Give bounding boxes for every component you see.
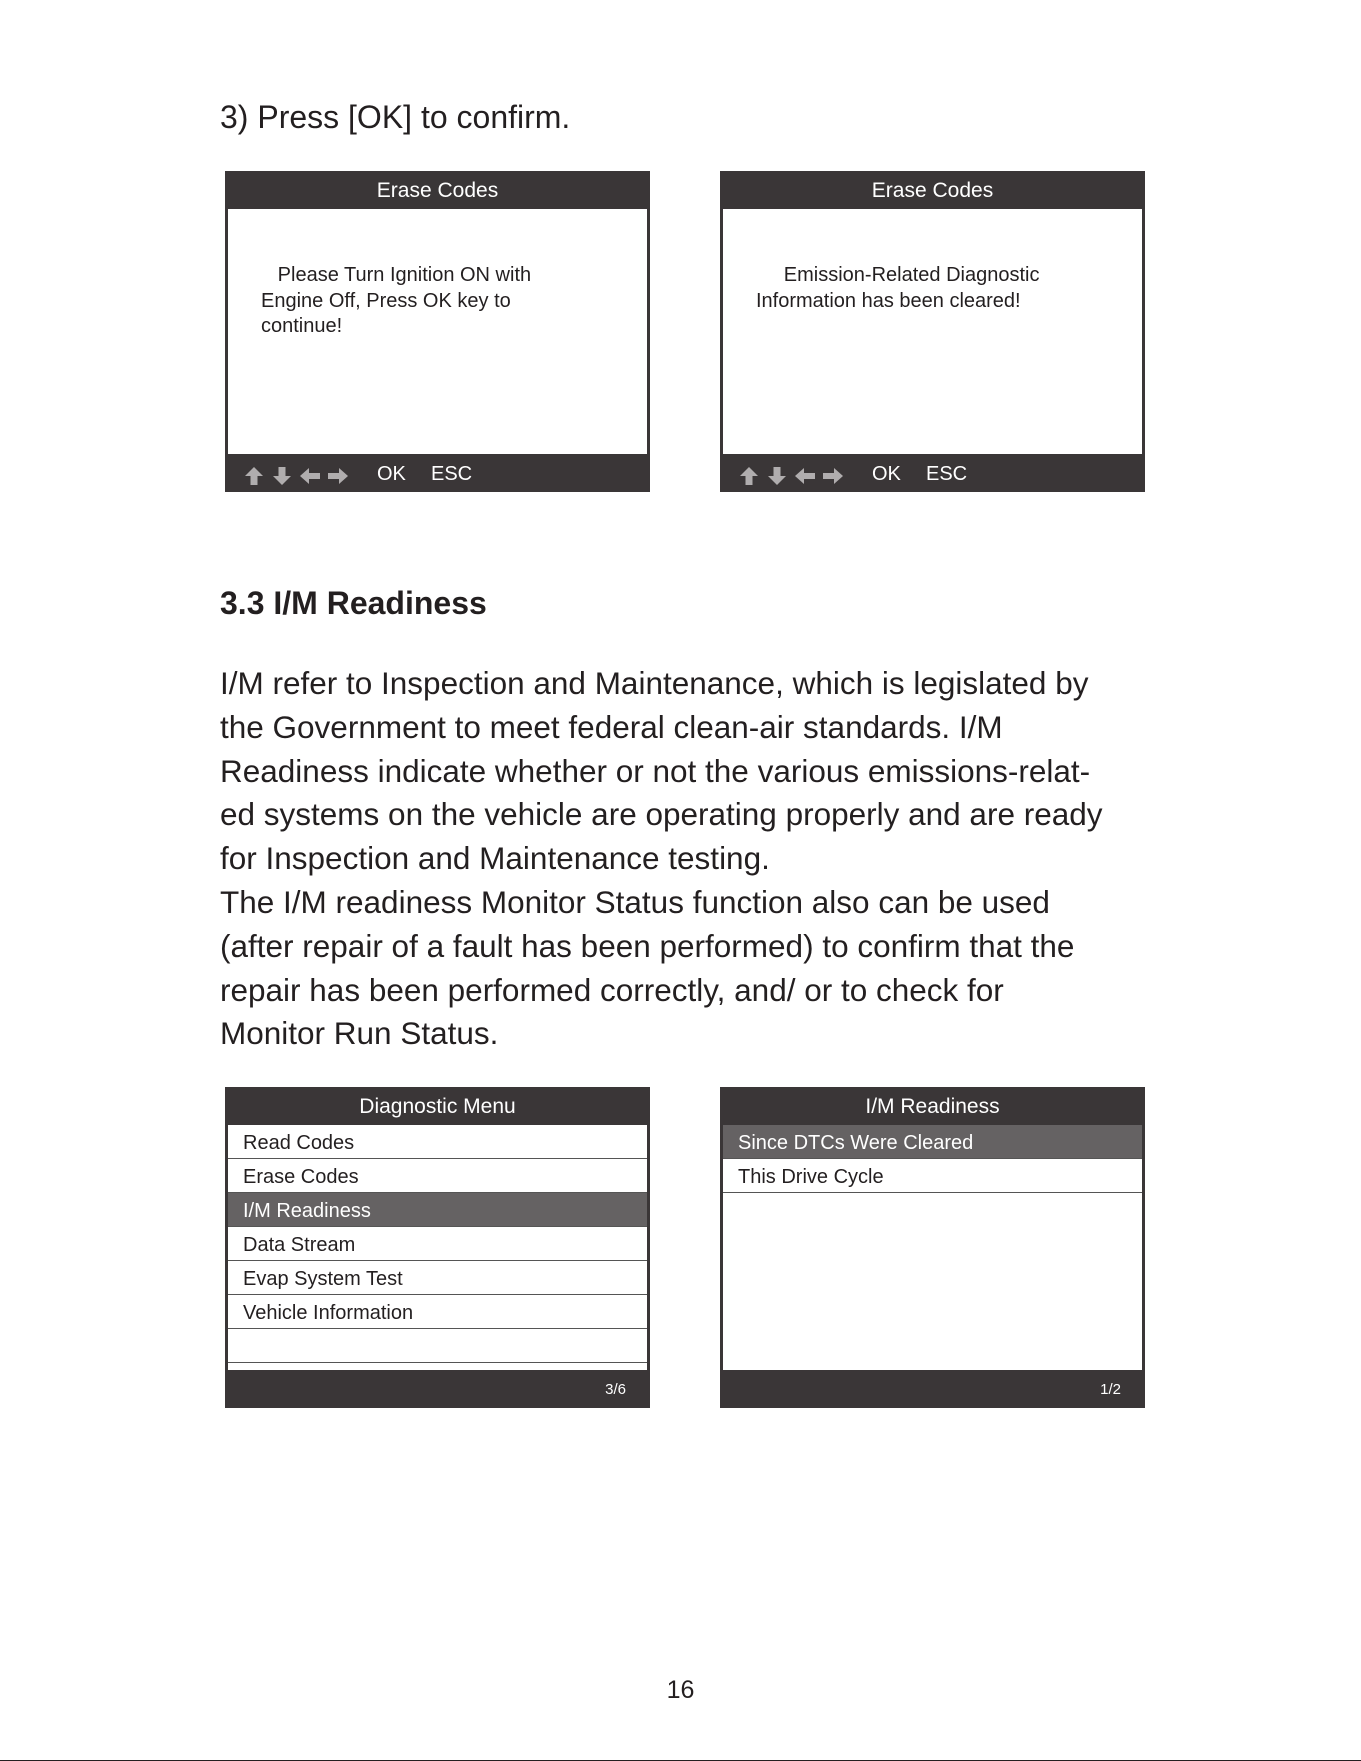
message-line: Information has been cleared! [756, 289, 1021, 312]
navigation-arrows [738, 466, 844, 486]
arrow-down-icon[interactable] [766, 466, 788, 486]
arrow-left-icon[interactable] [299, 466, 321, 486]
screen-message [723, 263, 1142, 314]
arrow-left-icon[interactable] [794, 466, 816, 486]
screen-footer [225, 456, 650, 492]
screen-title: Erase Codes [871, 179, 994, 202]
menu-item-im-readiness[interactable]: I/M Readiness [228, 1193, 647, 1227]
body-line: Monitor Run Status. [220, 1015, 499, 1052]
body-line: The I/M readiness Monitor Status function also can be used [220, 883, 1050, 920]
ok-key[interactable]: OK [872, 463, 901, 485]
esc-key[interactable]: ESC [431, 463, 473, 485]
section-heading: 3.3 I/M Readiness [220, 585, 487, 621]
body-line: (after repair of a fault has been performed) to confirm that the [220, 927, 1075, 964]
navigation-arrows [243, 466, 349, 486]
screen-title: Diagnostic Menu [359, 1095, 516, 1118]
menu-item-evap-system-test[interactable]: Evap System Test [228, 1261, 647, 1295]
screen-body [723, 209, 1142, 454]
diagnostic-menu-screen [225, 1087, 650, 1408]
message-line: Please Turn Ignition ON with [261, 264, 532, 286]
body-line: I/M refer to Inspection and Maintenance, which is legislated by [220, 665, 1089, 701]
screen-title: I/M Readiness [865, 1095, 1000, 1118]
message-line: Emission-Related Diagnostic [756, 264, 1040, 286]
erase-codes-screen-prompt [225, 171, 650, 492]
esc-key[interactable]: ESC [926, 463, 968, 485]
menu-list [228, 1125, 647, 1363]
step-instruction: 3) Press [OK] to confirm. [220, 99, 571, 135]
menu-item-empty [228, 1329, 647, 1363]
page-indicator: 1/2 [1100, 1381, 1121, 1398]
im-readiness-screen [720, 1087, 1145, 1408]
menu-item-since-dtcs-cleared[interactable]: Since DTCs Were Cleared [723, 1125, 1142, 1159]
arrow-up-icon[interactable] [243, 466, 265, 486]
arrow-right-icon[interactable] [327, 466, 349, 486]
menu-list [723, 1125, 1142, 1193]
body-line: for Inspection and Maintenance testing. [220, 840, 770, 877]
arrow-up-icon[interactable] [738, 466, 760, 486]
message-line: continue! [261, 315, 343, 337]
body-line: ed systems on the vehicle are operating properly and are ready [220, 796, 1103, 833]
menu-item-data-stream[interactable]: Data Stream [228, 1227, 647, 1261]
screen-footer [225, 1372, 650, 1408]
menu-item-vehicle-information[interactable]: Vehicle Information [228, 1295, 647, 1329]
body-line: Readiness indicate whether or not the various emissions-relat- [220, 752, 1091, 789]
page-indicator: 3/6 [605, 1381, 626, 1398]
erase-codes-screen-cleared [720, 171, 1145, 492]
screen-title: Erase Codes [376, 179, 499, 202]
menu-item-erase-codes[interactable]: Erase Codes [228, 1159, 647, 1193]
screen-footer [720, 456, 1145, 492]
screen-body [723, 1125, 1142, 1370]
menu-item-read-codes[interactable]: Read Codes [228, 1125, 647, 1159]
screen-footer [720, 1372, 1145, 1408]
screen-body [228, 209, 647, 454]
message-line: Engine Off, Press OK key to [261, 289, 511, 312]
page-number: 16 [666, 1676, 695, 1704]
body-line: the Government to meet federal clean-air standards. I/M [220, 708, 1003, 745]
ok-key[interactable]: OK [377, 463, 406, 485]
arrow-down-icon[interactable] [271, 466, 293, 486]
screen-message [228, 263, 647, 340]
section-body [220, 662, 1220, 1056]
menu-item-this-drive-cycle[interactable]: This Drive Cycle [723, 1159, 1142, 1193]
screen-body [228, 1125, 647, 1370]
arrow-right-icon[interactable] [822, 466, 844, 486]
body-line: repair has been performed correctly, and/ or to check for [220, 971, 1004, 1008]
